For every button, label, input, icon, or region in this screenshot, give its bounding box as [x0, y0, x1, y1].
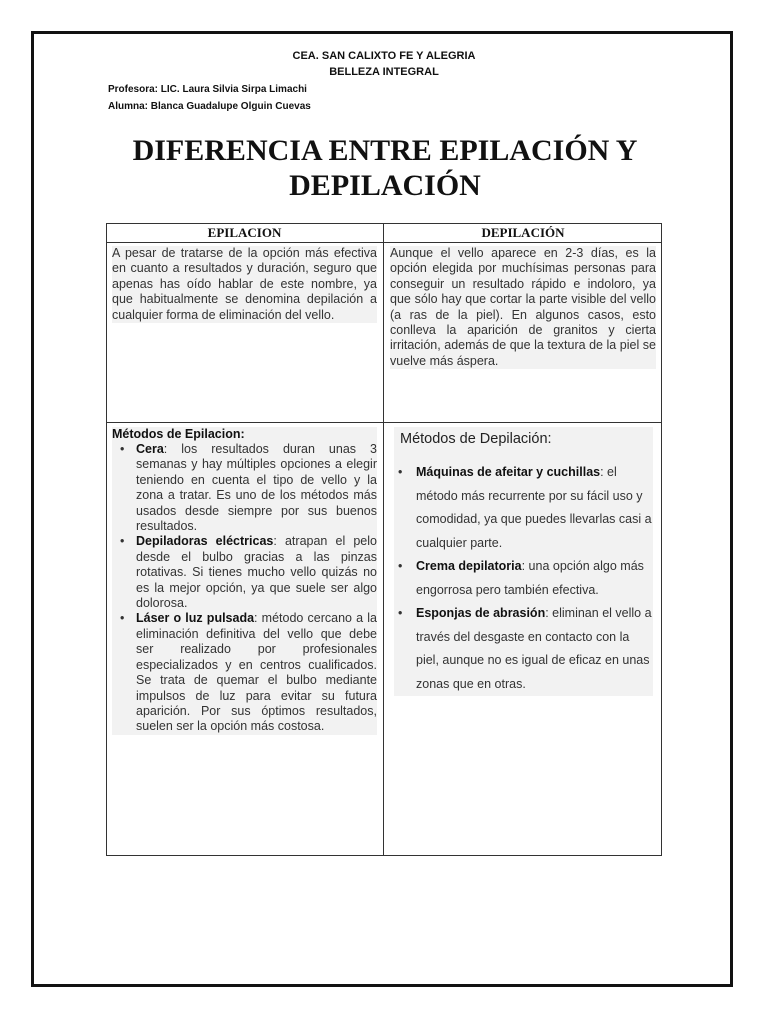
epilacion-definition: A pesar de tratarse de la opción más efectiva en cuanto a resultados y duración, seguro que apenas has oído hablar de este nombre, ya que habitualmente se denomina depilación a cualquier forma de eliminación del vello.	[112, 246, 377, 322]
epilacion-methods-cell	[112, 427, 377, 735]
method-term: Láser o luz pulsada	[136, 611, 255, 626]
school-name: CEA. SAN CALIXTO FE Y ALEGRIA	[292, 50, 476, 62]
method-description: : método cercano a la eliminación definitiva del vello que debe ser realizado por profesionales especializados y en centros cualificados. Se trata de quemar el bulbo mediante impulsos de luz para evitar su futura aparición. Por sus óptimos resultados, suelen ser la opción más costosa.	[136, 611, 377, 734]
bullet-icon: •	[398, 465, 403, 479]
method-term: Crema depilatoria	[416, 559, 522, 573]
method-term: Máquinas de afeitar y cuchillas	[416, 465, 601, 479]
method-term: Depiladoras eléctricas	[136, 534, 274, 549]
list-item	[394, 555, 653, 602]
page-title: DIFERENCIA ENTRE EPILACIÓN Y DEPILACIÓN	[132, 134, 638, 202]
depilacion-methods-list	[394, 461, 653, 696]
student-line: Alumna: Blanca Guadalupe Olguin Cuevas	[108, 101, 311, 112]
depilacion-methods-title: Métodos de Depilación:	[400, 431, 552, 447]
bullet-icon: •	[398, 606, 403, 620]
method-description: : los resultados duran unas 3 semanas y hay múltiples opciones a elegir teniendo en cuenta el tipo de vello y la zona a tratar. Es uno de los métodos más usados desde siempre por sus buenos resultados.	[136, 442, 377, 534]
list-item	[112, 442, 377, 534]
list-item	[112, 534, 377, 611]
depilacion-definition: Aunque el vello aparece en 2-3 días, es la opción elegida por muchísimas personas para conseguir un resultado rápido e indoloro, ya que sólo hay que cortar la parte visible del vello (a ras de la piel). En algunos casos, esto conlleva la aparición de granitos y cierta irritación, además de que la textura de la piel se vuelve más áspera.	[390, 246, 656, 368]
table-row-divider	[106, 422, 662, 423]
program-name: BELLEZA INTEGRAL	[329, 66, 439, 78]
method-term: Esponjas de abrasión	[416, 606, 546, 620]
bullet-icon: •	[398, 559, 403, 573]
list-item	[394, 602, 653, 696]
bullet-icon: •	[120, 534, 125, 549]
table-header-divider	[106, 242, 662, 243]
table-column-divider	[383, 223, 384, 856]
epilacion-methods-list	[112, 442, 377, 735]
list-item	[394, 461, 653, 555]
column-header-epilacion: EPILACION	[207, 225, 282, 240]
bullet-icon: •	[120, 442, 125, 456]
epilacion-methods-title: Métodos de Epilacion:	[112, 427, 245, 441]
method-description: : el método más recurrente por su fácil uso y comodidad, ya que puedes llevarlas casi a cualquier parte.	[416, 465, 652, 550]
teacher-line: Profesora: LIC. Laura Silvia Sirpa Limachi	[108, 84, 307, 95]
method-description: : eliminan el vello a través del desgaste en contacto con la piel, aunque no es igual de eficaz en unas zonas que en otras.	[416, 606, 652, 691]
depilacion-methods-cell	[394, 427, 653, 696]
list-item	[112, 611, 377, 734]
method-description: : una opción algo más engorrosa pero también efectiva.	[416, 559, 644, 597]
column-header-depilacion: DEPILACIÓN	[481, 225, 565, 240]
bullet-icon: •	[120, 611, 125, 626]
method-term: Cera	[136, 442, 164, 456]
method-description: : atrapan el pelo desde el bulbo gracias a las pinzas rotativas. Si tienes mucho vello quizás no es la mejor opción, ya que suele ser algo dolorosa.	[136, 534, 377, 611]
